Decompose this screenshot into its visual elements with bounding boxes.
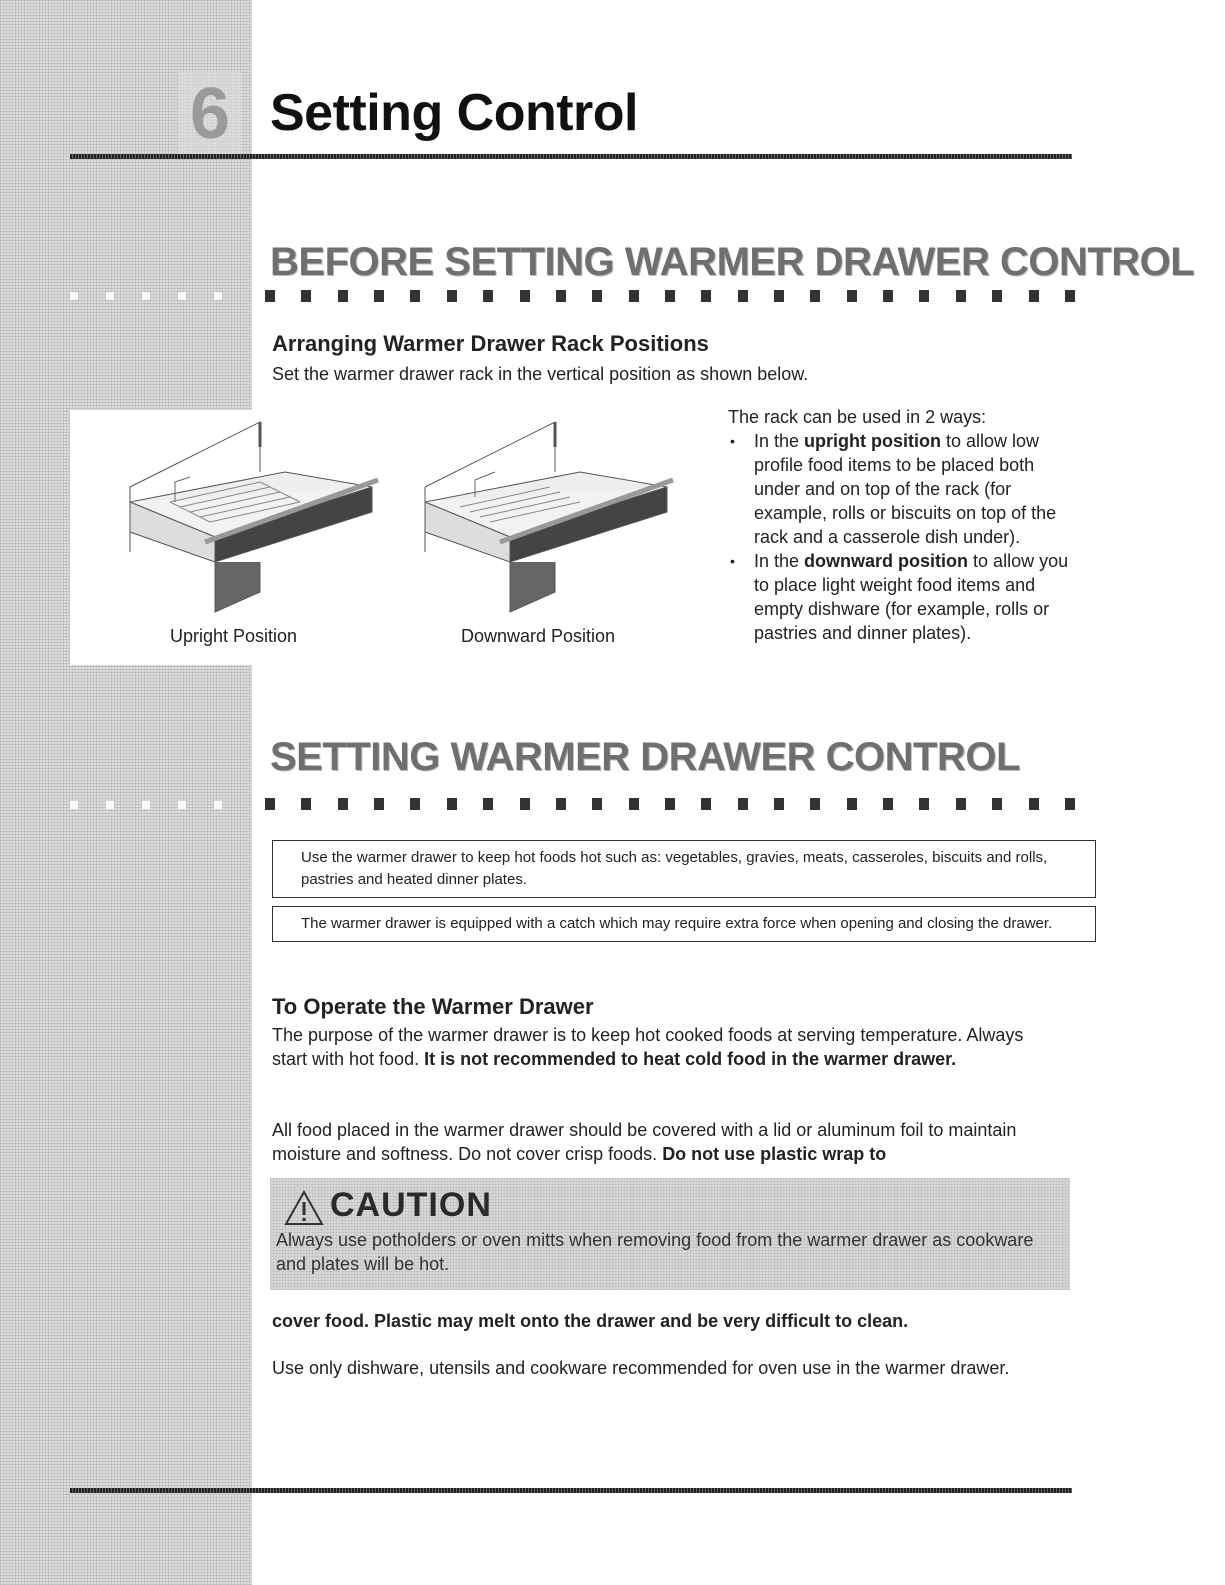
- footer-rule: [70, 1488, 1072, 1493]
- dishware-paragraph: Use only dishware, utensils and cookware recommended for oven use in the warmer drawer.: [272, 1358, 1010, 1378]
- sidebar-dots: [70, 292, 240, 300]
- caution-box: [270, 1178, 1070, 1290]
- rack-uses-text: [728, 405, 1073, 645]
- plastic-warning-text: cover food. Plastic may melt onto the drawer and be very difficult to clean.: [272, 1311, 909, 1331]
- warning-triangle-icon: [284, 1190, 324, 1226]
- figure-caption-downward: Downward Position: [461, 626, 616, 646]
- rack-uses-intro: The rack can be used in 2 ways:: [728, 407, 987, 427]
- page-title: Setting Control: [270, 84, 639, 142]
- cover-food-paragraph: All food placed in the warmer drawer should be covered with a lid or aluminum foil to maintain moisture and softness. Do not cover crisp foods. Do not use plastic wrap to: [272, 1120, 1017, 1164]
- decorative-sidebar: [0, 0, 252, 1585]
- section-dot-divider: [265, 798, 1075, 810]
- list-item: • In the upright position to allow low profile food items to be placed both under and on top of the rack (for example, rolls or biscuits on top of the rack and a casserole dish under).: [728, 429, 1073, 549]
- note-box-catch: The warmer drawer is equipped with a catch which may require extra force when opening and closing the drawer.: [272, 906, 1096, 942]
- sidebar-dots: [70, 801, 240, 809]
- upright-rack-drawer-illustration: [110, 412, 390, 617]
- subheading-operate-warmer-drawer: To Operate the Warmer Drawer: [272, 994, 594, 1019]
- downward-rack-drawer-illustration: [405, 412, 685, 617]
- section-heading-before-setting: BEFORE SETTING WARMER DRAWER CONTROL: [270, 240, 1195, 284]
- chapter-number: 6: [178, 72, 242, 156]
- figure-caption-upright: Upright Position: [170, 626, 298, 646]
- caution-title: CAUTION: [330, 1186, 492, 1224]
- header-rule: [70, 154, 1072, 159]
- rack-intro-text: Set the warmer drawer rack in the vertical position as shown below.: [272, 364, 809, 384]
- subheading-rack-positions: Arranging Warmer Drawer Rack Positions: [272, 331, 709, 356]
- section-dot-divider: [265, 290, 1075, 302]
- list-item: • In the downward position to allow you to place light weight food items and empty dishware (for example, rolls or pastries and dinner plates).: [728, 549, 1073, 645]
- operate-paragraph: The purpose of the warmer drawer is to keep hot cooked foods at serving temperature. Always start with hot food. It is not recommended to heat cold food in the warmer drawer.: [272, 1025, 1024, 1069]
- note-box-uses: Use the warmer drawer to keep hot foods hot such as: vegetables, gravies, meats, casseroles, biscuits and rolls, pastries and heated dinner plates.: [272, 840, 1096, 898]
- caution-text: Always use potholders or oven mitts when removing food from the warmer drawer as cookware and plates will be hot.: [276, 1230, 1034, 1274]
- section-heading-setting-control: SETTING WARMER DRAWER CONTROL: [270, 735, 1020, 779]
